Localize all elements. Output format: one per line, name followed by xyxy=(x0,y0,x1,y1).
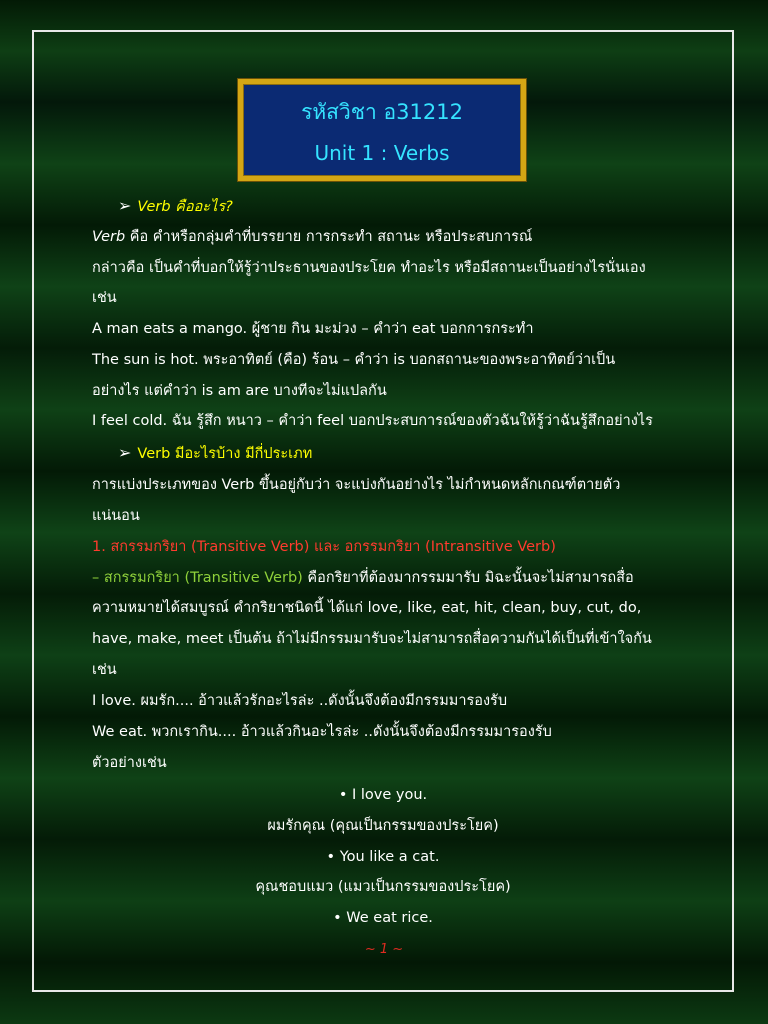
page-number: ~ 1 ~ xyxy=(364,942,404,957)
subheading-transitive-intransitive: 1. สกรรมกริยา (Transitive Verb) และ อกรรมกริยา (Intransitive Verb) xyxy=(92,539,556,555)
section-heading-verb-types: ➢ Verb มีอะไรบ้าง มีกี่ประเภท xyxy=(118,443,313,462)
arrow-bullet-icon: ➢ xyxy=(118,443,132,462)
transitive-term: – สกรรมกริยา (Transitive Verb) xyxy=(92,570,303,586)
body-line-7: I feel cold. ฉัน รู้สึก หนาว – คำว่า feel บอกประสบการณ์ของตัวฉันให้รู้ว่าฉันรู้สึกอย่างไร xyxy=(92,413,653,429)
example-translation: คุณชอบแมว (แมวเป็นกรรมของประโยค) xyxy=(255,879,511,895)
body-line-15: I love. ผมรัก.... อ้าวแล้วรักอะไรล่ะ ..ดังนั้นจึงต้องมีกรรมมารองรับ xyxy=(92,693,508,709)
transitive-definition-line: – สกรรมกริยา (Transitive Verb) คือกริยาที่ต้องมากรรมมารับ มิฉะนั้นจะไม่สามารถสื่อ xyxy=(92,570,634,586)
title-box xyxy=(238,79,526,181)
arrow-bullet-icon: ➢ xyxy=(118,196,132,215)
body-line-5: The sun is hot. พระอาทิตย์ (คือ) ร้อน – คำว่า is บอกสถานะของพระอาทิตย์ว่าเป็น xyxy=(92,352,616,368)
body-line-2: กล่าวคือ เป็นคำที่บอกให้รู้ว่าประธานของประโยค ทำอะไร หรือมีสถานะเป็นอย่างไรนั่นเอง xyxy=(92,260,646,276)
example-sentence: • You like a cat. xyxy=(326,849,440,865)
example-sentence: • We eat rice. xyxy=(333,910,433,926)
body-line-13: have, make, meet เป็นต้น ถ้าไม่มีกรรมมารับจะไม่สามารถสื่อความกันได้เป็นที่เข้าใจกัน xyxy=(92,631,652,647)
body-line-17: ตัวอย่างเช่น xyxy=(92,755,167,771)
example-translation: ผมรักคุณ (คุณเป็นกรรมของประโยค) xyxy=(267,818,499,834)
course-code: รหัสวิชา อ31212 xyxy=(301,100,463,124)
definition-line: Verb คือ คำหรือกลุ่มคำที่บรรยาย การกระทำ สถานะ หรือประสบการณ์ xyxy=(92,229,533,245)
body-line-16: We eat. พวกเรากิน.... อ้าวแล้วกินอะไรล่ะ ..ดังนั้นจึงต้องมีกรรมมารองรับ xyxy=(92,724,552,740)
body-line-12: ความหมายได้สมบูรณ์ คำกริยาชนิดนี้ ได้แก่ love, like, eat, hit, clean, buy, cut, do, xyxy=(92,600,642,616)
body-line-4: A man eats a mango. ผู้ชาย กิน มะม่วง – คำว่า eat บอกการกระทำ xyxy=(92,321,534,337)
body-line-6: อย่างไร แต่คำว่า is am are บางทีจะไม่แปลกัน xyxy=(92,383,387,399)
unit-title: Unit 1 : Verbs xyxy=(314,141,450,165)
verb-term: Verb xyxy=(92,229,126,245)
section-heading-what-is-verb: ➢ Verb คืออะไร? xyxy=(118,196,233,215)
body-line-9: แน่นอน xyxy=(92,508,140,524)
body-line-14: เช่น xyxy=(92,662,117,678)
body-line-3: เช่น xyxy=(92,290,117,306)
example-sentence: • I love you. xyxy=(338,787,428,803)
body-line-8: การแบ่งประเภทของ Verb ขึ้นอยู่กับว่า จะแบ่งกันอย่างไร ไม่กำหนดหลักเกณฑ์ตายตัว xyxy=(92,477,621,493)
